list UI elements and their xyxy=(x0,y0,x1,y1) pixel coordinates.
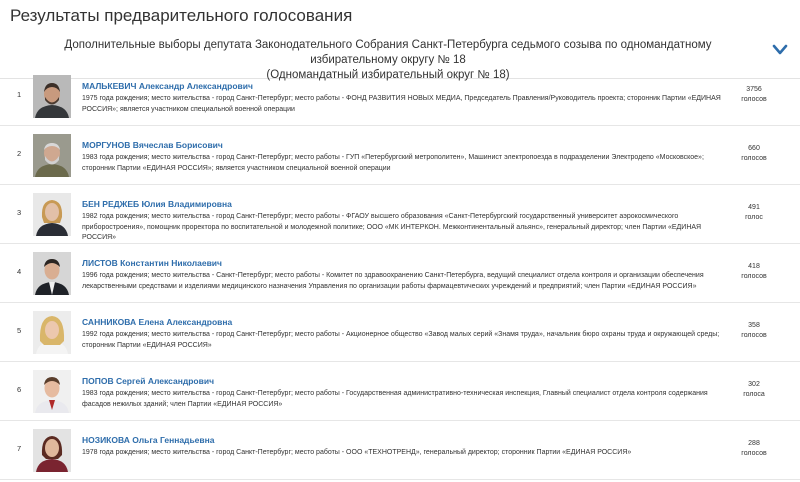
candidate-votes xyxy=(726,203,782,223)
candidate-name[interactable]: САННИКОВА Елена Александровна xyxy=(82,317,233,327)
chevron-down-icon[interactable] xyxy=(772,44,788,56)
candidate-name[interactable]: МОРГУНОВ Вячеслав Борисович xyxy=(82,140,223,150)
votes-count: 660 xyxy=(748,145,760,152)
candidate-number: 6 xyxy=(17,385,22,394)
candidate-row xyxy=(0,243,800,303)
votes-label: голосов xyxy=(741,450,767,457)
candidate-row xyxy=(0,420,800,480)
candidate-description: 1982 года рождения; место жительства - город Санкт-Петербург; место работы - ФГАОУ высшего образования «Санкт-Петербургский государственный университет аэрокосмического приборостроения», помощник проректора по воспитательной и молодежной политике; ООО «МК ИНТЕРКОН. Межконтинентальный альянс», генеральный директор; член Партии «ЕДИНАЯ РОССИЯ» xyxy=(82,213,702,241)
candidate-votes xyxy=(726,439,782,459)
candidate-description: 1978 года рождения; место жительства - город Санкт-Петербург; место работы - ООО «ТЕХНОТРЕНД», генеральный директор; сторонник Партии «ЕДИНАЯ РОССИЯ» xyxy=(82,449,632,456)
candidate-description: 1975 года рождения; место жительства - город Санкт-Петербург; место работы - ФОНД РАЗВИТИЯ НОВЫХ МЕДИА, Председатель Правления/Руководитель проекта; сторонник Партии «ЕДИНАЯ РОССИЯ»; является участником специальной военной операции xyxy=(82,95,721,113)
candidate-number: 4 xyxy=(17,267,22,276)
candidate-votes xyxy=(726,85,782,105)
candidate-photo xyxy=(33,193,71,236)
candidate-description: 1992 года рождения; место жительства - город Санкт-Петербург; место работы - Акционерное общество «Завод малых серий «Знамя труда», начальник бюро охраны труда и окружающей среды; сторонник Партии «ЕДИНАЯ РОССИЯ» xyxy=(82,331,720,349)
candidate-photo xyxy=(33,429,71,472)
candidate-description: 1983 года рождения; место жительства - город Санкт-Петербург; место работы - Государственная административно-техническая инспекция, Главный специалист отдела контроля содержания фасадов нежилых зданий; член Партии «ЕДИНАЯ РОССИЯ» xyxy=(82,390,708,408)
election-title-line1: Дополнительные выборы депутата Законодательного Собрания Санкт-Петербурга седьмого созыва по одномандатному избирательному округу № 18 xyxy=(64,39,712,66)
candidate-number: 5 xyxy=(17,326,22,335)
candidate-name[interactable]: ПОПОВ Сергей Александрович xyxy=(82,376,215,386)
candidate-row xyxy=(0,125,800,185)
candidate-photo xyxy=(33,75,71,118)
votes-label: голосов xyxy=(741,96,767,103)
votes-count: 358 xyxy=(748,322,760,329)
candidate-votes xyxy=(726,321,782,341)
candidate-photo xyxy=(33,134,71,177)
candidate-number: 3 xyxy=(17,208,22,217)
votes-label: голосов xyxy=(741,273,767,280)
candidate-row xyxy=(0,66,800,126)
candidate-votes xyxy=(726,144,782,164)
candidate-name[interactable]: НОЗИКОВА Ольга Геннадьевна xyxy=(82,435,215,445)
votes-count: 418 xyxy=(748,263,760,270)
page-title: Результаты предварительного голосования xyxy=(10,6,353,25)
votes-count: 288 xyxy=(748,440,760,447)
candidate-name[interactable]: МАЛЬКЕВИЧ Александр Александрович xyxy=(82,81,253,91)
candidate-row xyxy=(0,361,800,421)
candidate-description: 1983 года рождения; место жительства - город Санкт-Петербург; место работы - ГУП «Петербургский метрополитен», Машинист электропоезда в подразделении Электродепо «Московское»; сторонник Партии «ЕДИНАЯ РОССИЯ»; является участником специальной военной операции xyxy=(82,154,704,172)
candidate-votes xyxy=(726,262,782,282)
candidate-name[interactable]: БЕН РЕДЖЕБ Юлия Владимировна xyxy=(82,199,232,209)
votes-count: 302 xyxy=(748,381,760,388)
votes-count: 3756 xyxy=(746,86,762,93)
candidate-votes xyxy=(726,380,782,400)
candidate-photo xyxy=(33,252,71,295)
votes-label: голос xyxy=(745,214,763,221)
votes-count: 491 xyxy=(748,204,760,211)
candidate-number: 2 xyxy=(17,149,22,158)
candidate-photo xyxy=(33,370,71,413)
candidate-row xyxy=(0,184,800,244)
candidate-row xyxy=(0,302,800,362)
candidate-description: 1996 года рождения; место жительства - Санкт-Петербург; место работы - Комитет по здравоохранению Санкт-Петербурга, ведущий специалист отдела контроля и организации обеспечения лекарственными средствами и изделиями медицинского назначения Управления по организации работы фармацевтических учреждений и предприятий; член Партии «ЕДИНАЯ РОССИЯ» xyxy=(82,272,704,290)
candidate-photo xyxy=(33,311,71,354)
candidate-name[interactable]: ЛИСТОВ Константин Николаевич xyxy=(82,258,222,268)
candidate-number: 7 xyxy=(17,444,22,453)
election-title-line2: (Одномандатный избирательный округ № 18) xyxy=(266,69,510,81)
candidate-number: 1 xyxy=(17,90,22,99)
votes-label: голосов xyxy=(741,332,767,339)
votes-label: голосов xyxy=(741,155,767,162)
votes-label: голоса xyxy=(743,391,765,398)
